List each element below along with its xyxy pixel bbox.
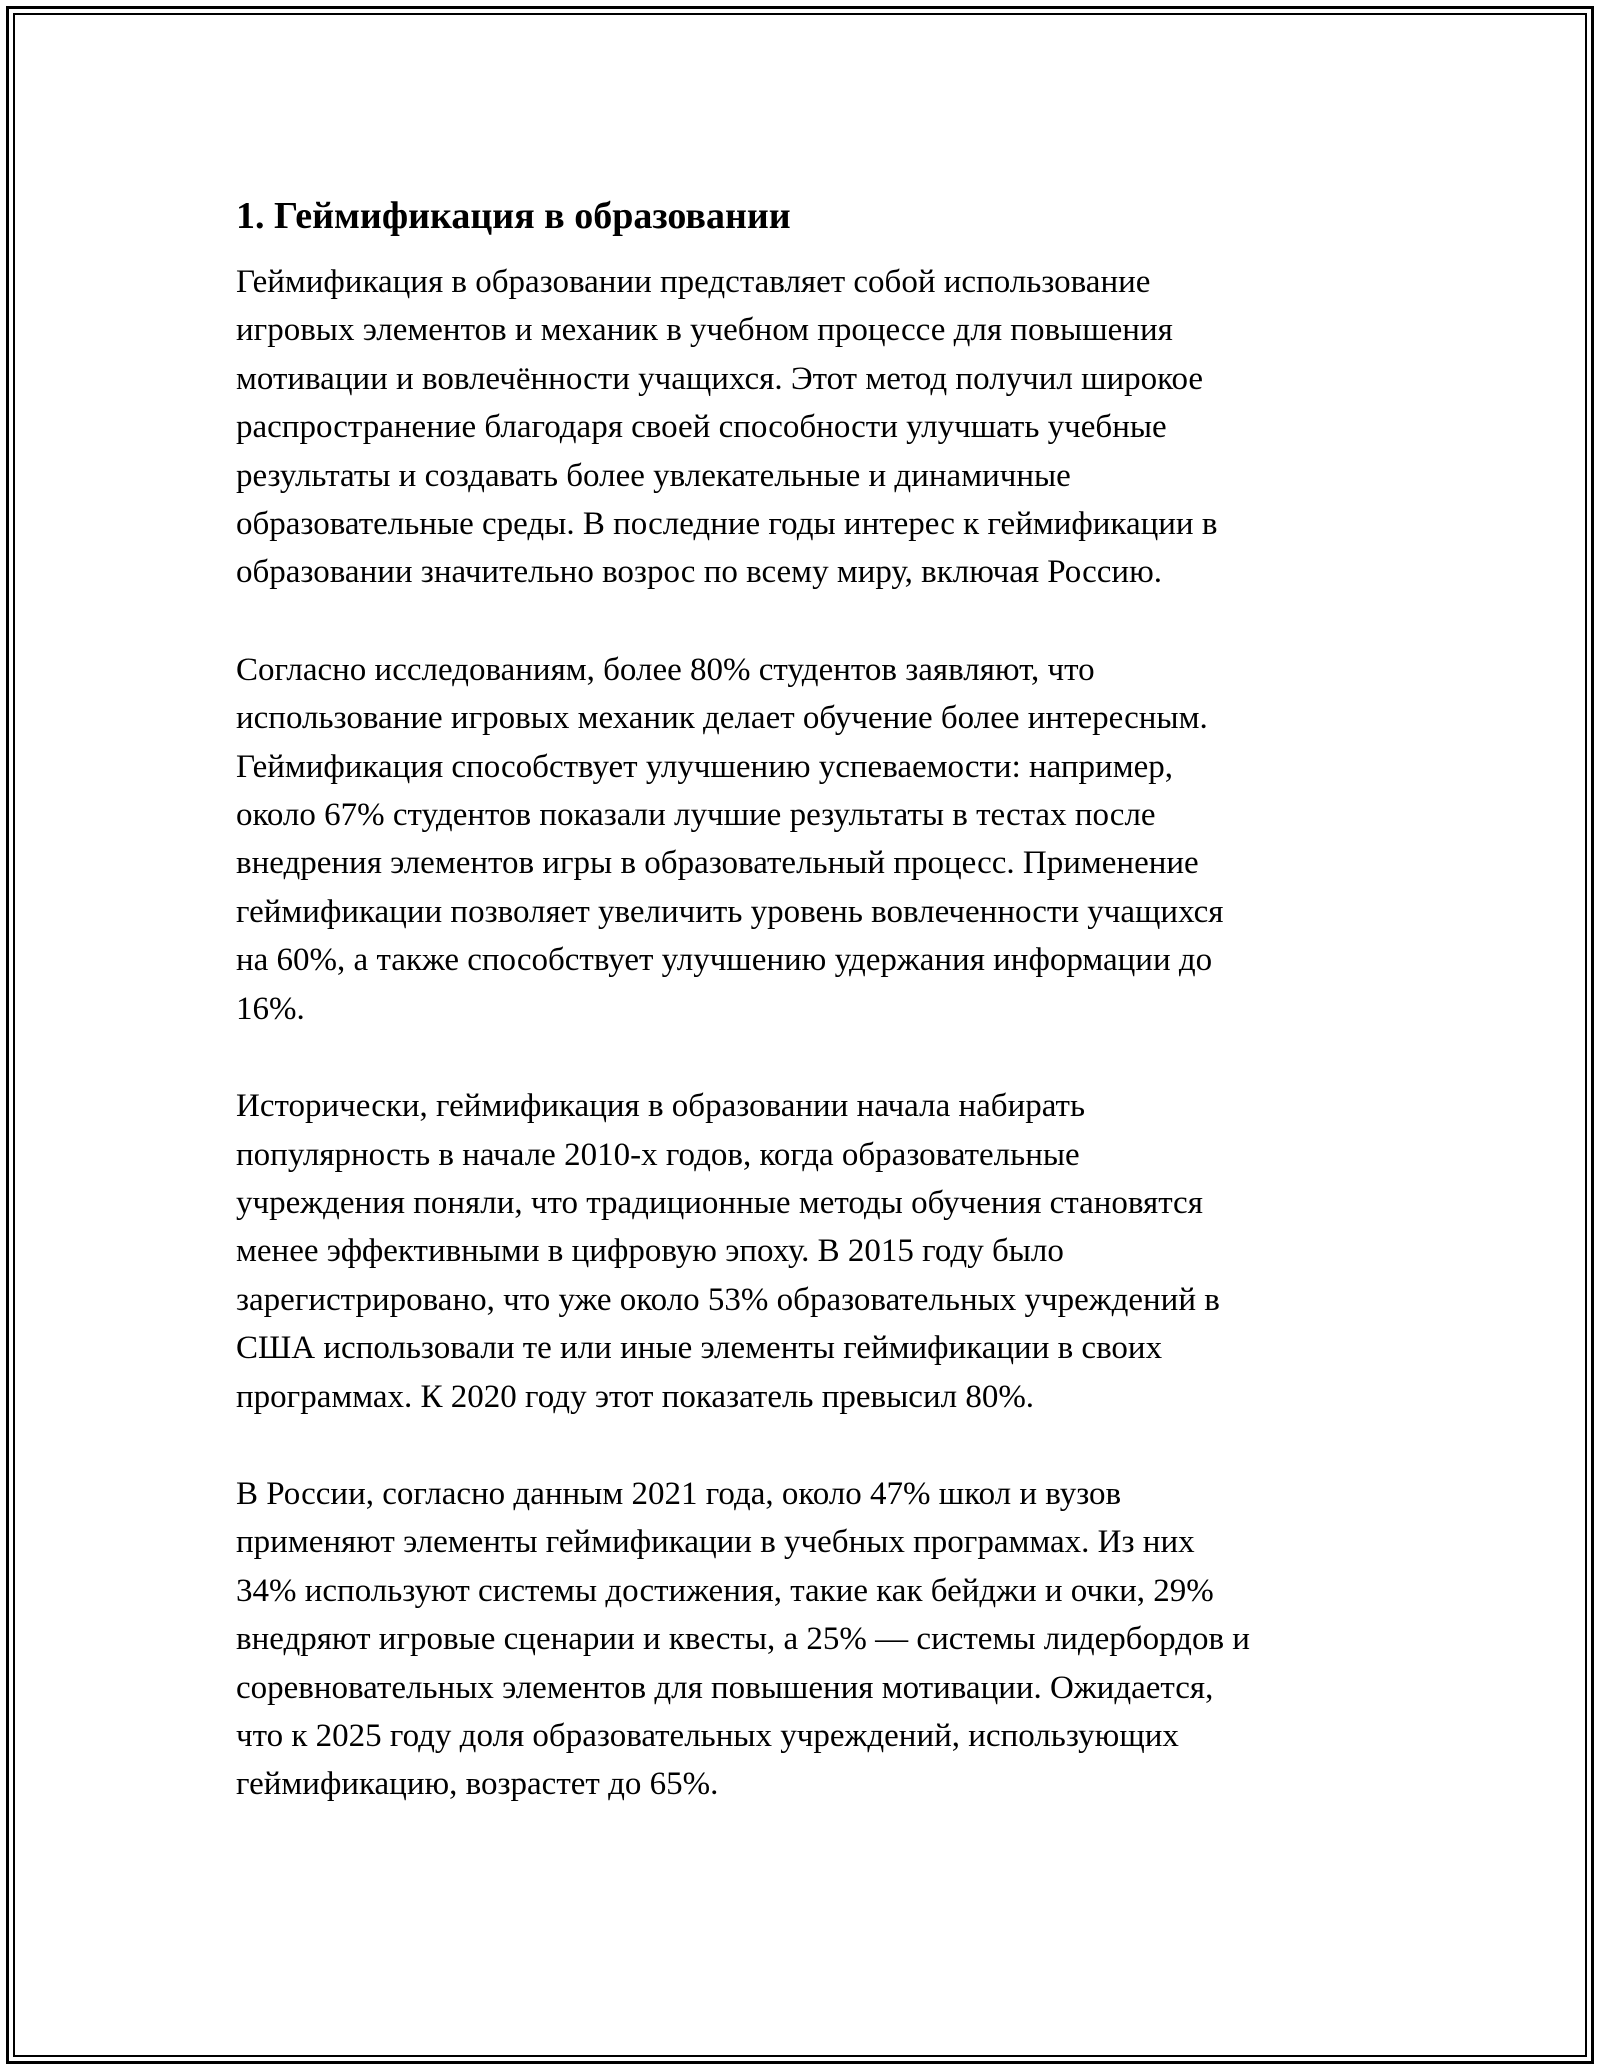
paragraph-statistics: Согласно исследованиям, более 80% студентов заявляют, что использование игровых механик делает обучение более интересным. Геймификация способствует улучшению успеваемости: например, около 67% студентов показали лучшие результаты в тестах после внедрения элементов игры в образовательный процесс. Применение геймификации позволяет увеличить уровень вовлеченности учащихся на 60%, а также способствует улучшению удержания информации до 16%. <box>236 651 1224 1027</box>
paragraph-history: Исторически, геймификация в образовании начала набирать популярность в начале 2010-х годов, когда образовательные учреждения поняли, что традиционные методы обучения становятся менее эффективными в цифровую эпоху. В 2015 году было зарегистрировано, что уже около 53% образовательных учреждений в США использовали те или иные элементы геймификации в своих программах. К 2020 году этот показатель превысил 80%. <box>236 1088 1220 1415</box>
document-body <box>236 190 1376 1858</box>
paragraph-intro: Геймификация в образовании представляет собой использование игровых элементов и механик в учебном процессе для повышения мотивации и вовлечённости учащихся. Этот метод получил широкое распространение благодаря своей способности улучшать учебные результаты и создавать более увлекательные и динамичные образовательные среды. В последние годы интерес к геймификации в образовании значительно возрос по всему миру, включая Россию. <box>236 264 1218 591</box>
paragraph-russia: В России, согласно данным 2021 года, около 47% школ и вузов применяют элементы геймификации в учебных программах. Из них 34% используют системы достижения, такие как бейджи и очки, 29% внедряют игровые сценарии и квесты, а 25% — системы лидербордов и соревновательных элементов для повышения мотивации. Ожидается, что к 2025 году доля образовательных учреждений, использующих геймификацию, возрастет до 65%. <box>236 1475 1250 1803</box>
section-heading: 1. Геймификация в образовании <box>236 195 791 237</box>
